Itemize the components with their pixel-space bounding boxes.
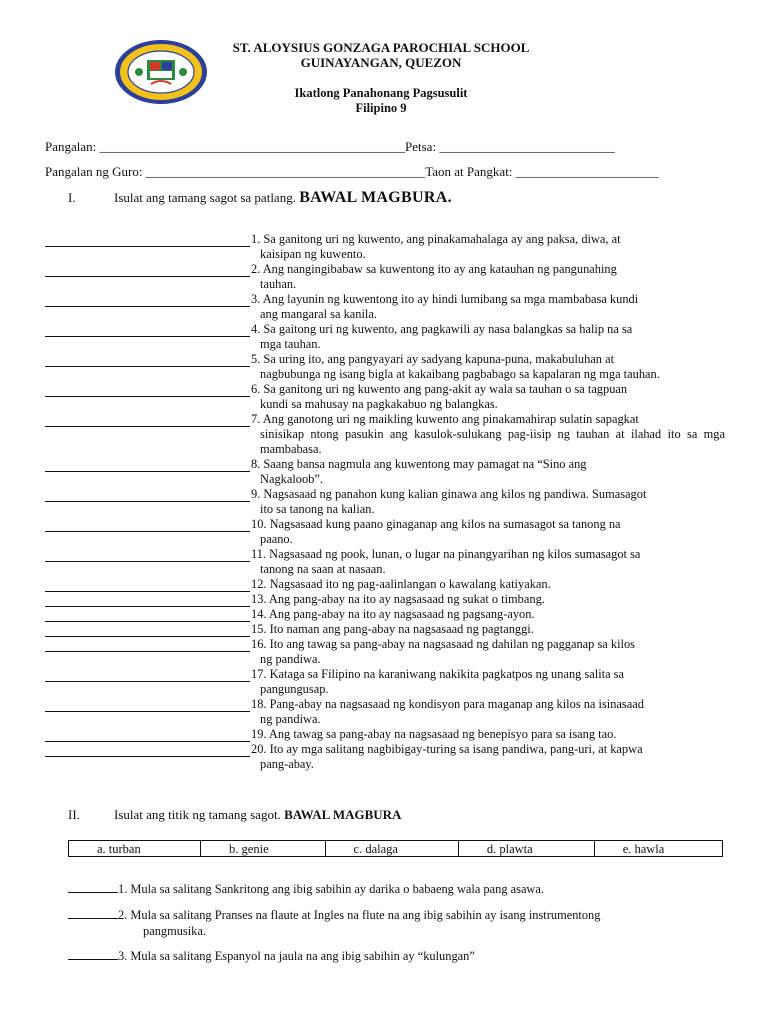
question-continuation: ito sa tanong na kalian.	[260, 502, 375, 516]
part-2-number: II.	[68, 807, 80, 822]
part-2-item	[68, 880, 723, 897]
question-text: 18. Pang-abay na nagsasaad ng kondisyon para maganap ang kilos na isinasaad	[251, 697, 644, 711]
part-2-item	[68, 947, 723, 964]
answer-blank[interactable]	[45, 382, 250, 397]
teacher-label: Pangalan ng Guro:	[45, 164, 146, 179]
teacher-field[interactable]: ___________________________________________	[145, 164, 426, 179]
question-item	[45, 547, 725, 577]
part-1-items	[45, 232, 725, 772]
question-item	[45, 412, 725, 457]
answer-blank[interactable]	[45, 322, 250, 337]
question-continuation: sinisikap ntong pasukin ang kasulok-sulukang pag-iisip ng tauhan at ilahad ito sa mga mambabasa.	[260, 427, 725, 456]
question-text: 8. Saang bansa nagmula ang kuwentong may pamagat na “Sino ang	[251, 457, 587, 471]
question-item	[45, 622, 725, 637]
choices-table	[68, 840, 723, 857]
question-item	[45, 727, 725, 742]
choice-b: b. genie	[201, 841, 326, 857]
question-text: 2. Ang nangingibabaw sa kuwentong ito ay ang katauhan ng pangunahing	[251, 262, 617, 276]
school-name: ST. ALOYSIUS GONZAGA PAROCHIAL SCHOOL	[232, 40, 530, 55]
exam-subject: Filipino 9	[355, 101, 407, 115]
part-2-item-text: 2. Mula sa salitang Pranses na flaute at Ingles na flute na ang ibig sabihin ay isang instrumentong	[118, 908, 601, 922]
school-location: GUINAYANGAN, QUEZON	[300, 55, 462, 70]
part-1-instruction: Isulat ang tamang sagot sa patlang.	[114, 190, 300, 205]
exam-title: Ikatlong Panahonang Pagsusulit	[294, 86, 468, 100]
question-continuation: ng pandiwa.	[260, 652, 321, 666]
part-2-item	[68, 906, 723, 939]
answer-blank[interactable]	[45, 262, 250, 277]
part-2-emphasis: BAWAL MAGBURA	[284, 807, 402, 822]
question-text: 4. Sa gaitong uri ng kuwento, ang pagkawili ay nasa balangkas sa halip na sa	[251, 322, 633, 336]
question-continuation: tanong na saan at nasaan.	[260, 562, 386, 576]
question-item	[45, 352, 725, 382]
choice-a: a. turban	[69, 841, 201, 857]
answer-blank[interactable]	[45, 457, 250, 472]
question-text: 12. Nagsasaad ito ng pag-aalinlangan o kawalang katiyakan.	[251, 577, 551, 591]
question-text: 11. Nagsasaad ng pook, lunan, o lugar na pinangyarihan ng kilos sumasagot sa	[251, 547, 641, 561]
question-continuation: pangungusap.	[260, 682, 329, 696]
question-item	[45, 697, 725, 727]
part-2-item-continuation: pangmusika.	[143, 924, 206, 938]
question-continuation: ang mangaral sa kanila.	[260, 307, 377, 321]
question-item	[45, 487, 725, 517]
question-continuation: Nagkaloob”.	[260, 472, 323, 486]
question-continuation: tauhan.	[260, 277, 297, 291]
answer-blank[interactable]	[45, 547, 250, 562]
answer-blank[interactable]	[45, 727, 250, 742]
question-text: 10. Nagsasaad kung paano ginaganap ang kilos na sumasagot sa tanong na	[251, 517, 621, 531]
question-item	[45, 232, 725, 262]
answer-blank[interactable]	[45, 292, 250, 307]
name-label: Pangalan:	[45, 139, 100, 154]
question-continuation: nagbubunga ng isang bigla at kakaibang pagbabago sa kapalaran ng mga tauhan.	[260, 367, 660, 381]
question-continuation: kaisipan ng kuwento.	[260, 247, 366, 261]
answer-blank[interactable]	[45, 232, 250, 247]
question-text: 15. Ito naman ang pang-abay na nagsasaad ng pagtanggi.	[251, 622, 534, 636]
answer-blank[interactable]	[45, 622, 250, 637]
question-text: 7. Ang ganotong uri ng maikling kuwento ang pinakamahirap sulatin sapagkat	[251, 412, 639, 426]
info-row-name-date	[45, 139, 615, 155]
answer-blank[interactable]	[45, 517, 250, 532]
answer-blank[interactable]	[68, 906, 118, 919]
answer-blank[interactable]	[45, 742, 250, 757]
answer-blank[interactable]	[45, 352, 250, 367]
question-text: 17. Kataga sa Filipino na karaniwang nakikita pagkatpos ng unang salita sa	[251, 667, 625, 681]
answer-blank[interactable]	[45, 592, 250, 607]
answer-blank[interactable]	[45, 637, 250, 652]
question-text: 20. Ito ay mga salitang nagbibigay-turing sa isang pandiwa, pang-uri, at kapwa	[251, 742, 643, 756]
question-continuation: pang-abay.	[260, 757, 314, 771]
question-item	[45, 262, 725, 292]
question-continuation: kundi sa mahusay na pagkakabuo ng balangkas.	[260, 397, 498, 411]
part-2-item-text: 3. Mula sa salitang Espanyol na jaula na ang ibig sabihin ay “kulungan”	[118, 949, 475, 963]
answer-blank[interactable]	[45, 697, 250, 712]
answer-blank[interactable]	[68, 880, 118, 893]
answer-blank[interactable]	[45, 487, 250, 502]
question-item	[45, 322, 725, 352]
answer-blank[interactable]	[68, 947, 118, 960]
question-text: 14. Ang pang-abay na ito ay nagsasaad ng pagsang-ayon.	[251, 607, 535, 621]
answer-blank[interactable]	[45, 577, 250, 592]
date-field[interactable]: ___________________________	[439, 139, 615, 154]
choice-c: c. dalaga	[325, 841, 458, 857]
question-text: 3. Ang layunin ng kuwentong ito ay hindi lumibang sa mga mambabasa kundi	[251, 292, 639, 306]
choice-e: e. hawla	[594, 841, 722, 857]
part-1-emphasis: BAWAL MAGBURA.	[299, 189, 452, 206]
question-item	[45, 667, 725, 697]
name-field[interactable]: _______________________________________________	[99, 139, 406, 154]
question-text: 6. Sa ganitong uri ng kuwento ang pang-akit ay wala sa tauhan o sa tagpuan	[251, 382, 628, 396]
date-label: Petsa:	[405, 139, 440, 154]
question-text: 13. Ang pang-abay na ito ay nagsasaad ng sukat o timbang.	[251, 592, 545, 606]
question-item	[45, 292, 725, 322]
question-item	[45, 742, 725, 772]
section-label: Taon at Pangkat:	[425, 164, 516, 179]
question-item	[45, 607, 725, 622]
question-text: 16. Ito ang tawag sa pang-abay na nagsasaad ng dahilan ng pagganap sa kilos	[251, 637, 635, 651]
school-seal-icon	[113, 38, 209, 106]
question-text: 9. Nagsasaad ng panahon kung kalian ginawa ang kilos ng pandiwa. Sumasagot	[251, 487, 647, 501]
question-text: 1. Sa ganitong uri ng kuwento, ang pinakamahalaga ay ang paksa, diwa, at	[251, 232, 621, 246]
answer-blank[interactable]	[45, 412, 250, 427]
choice-d: d. plawta	[458, 841, 594, 857]
question-text: 19. Ang tawag sa pang-abay na nagsasaad ng benepisyo para sa isang tao.	[251, 727, 617, 741]
part-2-instruction: Isulat ang titik ng tamang sagot.	[114, 807, 285, 822]
question-continuation: paano.	[260, 532, 293, 546]
question-item	[45, 577, 725, 592]
part-2-item-text: 1. Mula sa salitang Sankritong ang ibig sabihin ay darika o babaeng wala pang asawa.	[118, 882, 544, 896]
answer-blank[interactable]	[45, 607, 250, 622]
question-continuation: ng pandiwa.	[260, 712, 321, 726]
part-1-number: I.	[68, 190, 76, 205]
question-item	[45, 592, 725, 607]
question-continuation: mga tauhan.	[260, 337, 321, 351]
section-field[interactable]: ______________________	[515, 164, 659, 179]
question-item	[45, 637, 725, 667]
question-item	[45, 382, 725, 412]
info-row-teacher-section	[45, 164, 659, 180]
question-text: 5. Sa uring ito, ang pangyayari ay sadyang kapuna-puna, makabuluhan at	[251, 352, 615, 366]
answer-blank[interactable]	[45, 667, 250, 682]
question-item	[45, 517, 725, 547]
question-item	[45, 457, 725, 487]
